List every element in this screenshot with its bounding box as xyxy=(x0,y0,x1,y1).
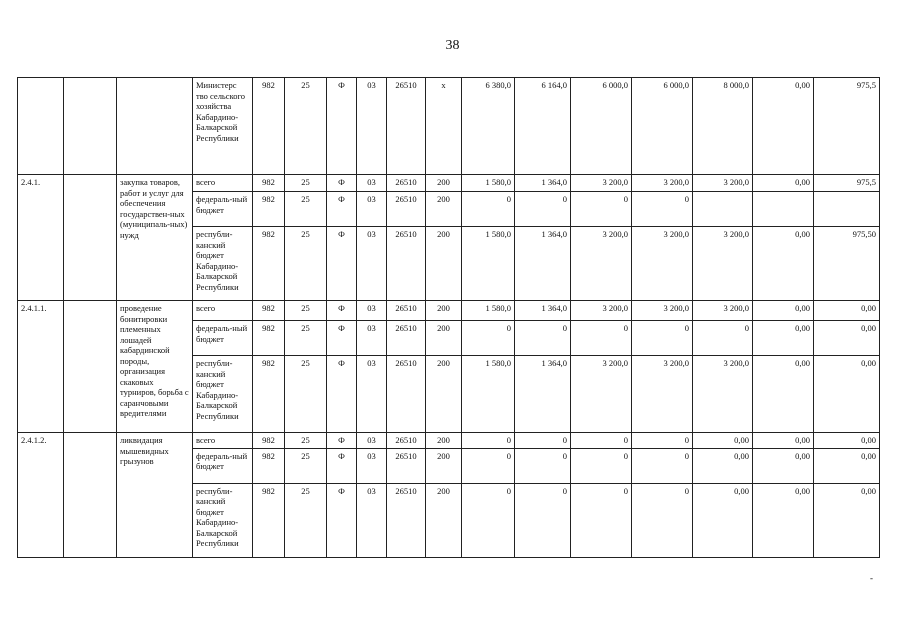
code-section: 25 xyxy=(285,483,327,557)
amount-7: 975,5 xyxy=(814,175,880,192)
funding-source: республи-канский бюджет Кабардино-Балкарской Республики xyxy=(193,483,253,557)
code-expense-type: 200 xyxy=(426,321,462,356)
code-expense-type: 200 xyxy=(426,227,462,301)
amount-1: 1 580,0 xyxy=(462,301,515,321)
amount-6: 0,00 xyxy=(753,356,814,433)
funding-source: республи-канский бюджет Кабардино-Балкарской Республики xyxy=(193,227,253,301)
amount-7: 0,00 xyxy=(814,433,880,449)
amount-1: 1 580,0 xyxy=(462,356,515,433)
code-section: 25 xyxy=(285,321,327,356)
table-row xyxy=(18,78,880,175)
amount-3: 0 xyxy=(571,192,632,227)
amount-7: 0,00 xyxy=(814,301,880,321)
amount-4: 3 200,0 xyxy=(632,301,693,321)
code-article: 26510 xyxy=(387,433,426,449)
row-code: 2.4.1.1. xyxy=(18,301,64,433)
code-section: 25 xyxy=(285,301,327,321)
activity-name: ликвидация мышевидных грызунов xyxy=(117,433,193,558)
code-article: 26510 xyxy=(387,356,426,433)
amount-2: 0 xyxy=(515,433,571,449)
code-program: Ф xyxy=(327,448,357,483)
budget-table xyxy=(17,77,880,558)
code-section: 25 xyxy=(285,356,327,433)
code-subprogram: 03 xyxy=(357,78,387,175)
empty-cell xyxy=(64,433,117,558)
amount-7: 975,50 xyxy=(814,227,880,301)
amount-5: 3 200,0 xyxy=(693,175,753,192)
code-expense-type: 200 xyxy=(426,448,462,483)
amount-3: 0 xyxy=(571,433,632,449)
code-grbs: 982 xyxy=(253,321,285,356)
code-grbs: 982 xyxy=(253,301,285,321)
empty-cell xyxy=(64,175,117,301)
amount-2: 1 364,0 xyxy=(515,356,571,433)
code-grbs: 982 xyxy=(253,192,285,227)
amount-6: 0,00 xyxy=(753,175,814,192)
page-mark: - xyxy=(870,573,873,583)
amount-1: 0 xyxy=(462,192,515,227)
amount-2: 0 xyxy=(515,448,571,483)
row-code: 2.4.1. xyxy=(18,175,64,301)
code-subprogram: 03 xyxy=(357,321,387,356)
table-row xyxy=(18,301,880,321)
amount-3: 3 200,0 xyxy=(571,175,632,192)
code-subprogram: 03 xyxy=(357,227,387,301)
table-row xyxy=(18,175,880,192)
amount-3: 0 xyxy=(571,483,632,557)
code-grbs: 982 xyxy=(253,78,285,175)
code-program: Ф xyxy=(327,78,357,175)
amount-5: 0 xyxy=(693,321,753,356)
amount-4: 0 xyxy=(632,483,693,557)
page-number: 38 xyxy=(445,38,460,53)
code-grbs: 982 xyxy=(253,227,285,301)
code-subprogram: 03 xyxy=(357,448,387,483)
code-grbs: 982 xyxy=(253,175,285,192)
activity-name: закупка товаров, работ и услуг для обеспечения государствен-ных (муниципаль-ных) нужд xyxy=(117,175,193,301)
amount-2: 1 364,0 xyxy=(515,227,571,301)
funding-source: федераль-ный бюджет xyxy=(193,448,253,483)
code-subprogram: 03 xyxy=(357,433,387,449)
amount-5: 0,00 xyxy=(693,433,753,449)
amount-6: 0,00 xyxy=(753,301,814,321)
code-section: 25 xyxy=(285,78,327,175)
amount-5 xyxy=(693,192,753,227)
amount-1: 0 xyxy=(462,483,515,557)
amount-1: 6 380,0 xyxy=(462,78,515,175)
code-article: 26510 xyxy=(387,448,426,483)
amount-5: 3 200,0 xyxy=(693,227,753,301)
code-grbs: 982 xyxy=(253,356,285,433)
code-section: 25 xyxy=(285,433,327,449)
amount-3: 3 200,0 xyxy=(571,356,632,433)
activity-name xyxy=(117,78,193,175)
code-section: 25 xyxy=(285,192,327,227)
amount-7 xyxy=(814,192,880,227)
amount-7: 0,00 xyxy=(814,321,880,356)
code-article: 26510 xyxy=(387,301,426,321)
code-grbs: 982 xyxy=(253,483,285,557)
amount-5: 3 200,0 xyxy=(693,301,753,321)
code-article: 26510 xyxy=(387,227,426,301)
amount-3: 0 xyxy=(571,321,632,356)
amount-6: 0,00 xyxy=(753,483,814,557)
amount-3: 0 xyxy=(571,448,632,483)
amount-5: 0,00 xyxy=(693,483,753,557)
code-expense-type: 200 xyxy=(426,356,462,433)
amount-7: 0,00 xyxy=(814,483,880,557)
code-program: Ф xyxy=(327,301,357,321)
amount-5: 0,00 xyxy=(693,448,753,483)
code-expense-type: 200 xyxy=(426,192,462,227)
funding-source: всего xyxy=(193,301,253,321)
amount-2: 0 xyxy=(515,321,571,356)
code-program: Ф xyxy=(327,321,357,356)
amount-7: 975,5 xyxy=(814,78,880,175)
amount-1: 1 580,0 xyxy=(462,175,515,192)
code-expense-type: 200 xyxy=(426,483,462,557)
code-article: 26510 xyxy=(387,321,426,356)
amount-4: 0 xyxy=(632,321,693,356)
amount-4: 6 000,0 xyxy=(632,78,693,175)
code-section: 25 xyxy=(285,175,327,192)
code-subprogram: 03 xyxy=(357,301,387,321)
code-program: Ф xyxy=(327,192,357,227)
empty-cell xyxy=(64,78,117,175)
amount-4: 0 xyxy=(632,448,693,483)
amount-3: 3 200,0 xyxy=(571,227,632,301)
amount-2: 0 xyxy=(515,192,571,227)
amount-6: 0,00 xyxy=(753,448,814,483)
code-program: Ф xyxy=(327,356,357,433)
amount-3: 3 200,0 xyxy=(571,301,632,321)
code-grbs: 982 xyxy=(253,433,285,449)
row-code: 2.4.1.2. xyxy=(18,433,64,558)
code-expense-type: 200 xyxy=(426,175,462,192)
amount-4: 0 xyxy=(632,433,693,449)
code-program: Ф xyxy=(327,227,357,301)
amount-4: 3 200,0 xyxy=(632,227,693,301)
funding-source: всего xyxy=(193,175,253,192)
funding-source: республи-канский бюджет Кабардино-Балкарской Республики xyxy=(193,356,253,433)
amount-1: 0 xyxy=(462,433,515,449)
funding-source: федераль-ный бюджет xyxy=(193,192,253,227)
amount-7: 0,00 xyxy=(814,448,880,483)
amount-6: 0,00 xyxy=(753,227,814,301)
code-subprogram: 03 xyxy=(357,175,387,192)
code-expense-type: 200 xyxy=(426,301,462,321)
code-program: Ф xyxy=(327,175,357,192)
code-subprogram: 03 xyxy=(357,483,387,557)
code-subprogram: 03 xyxy=(357,356,387,433)
amount-4: 0 xyxy=(632,192,693,227)
amount-5: 3 200,0 xyxy=(693,356,753,433)
amount-4: 3 200,0 xyxy=(632,356,693,433)
amount-2: 1 364,0 xyxy=(515,301,571,321)
funding-source: федераль-ный бюджет xyxy=(193,321,253,356)
activity-name: проведение бонитировки племенных лошадей кабардинской породы, организация скаковых турниров, борьба с саранчовыми вредителями xyxy=(117,301,193,433)
amount-2: 0 xyxy=(515,483,571,557)
amount-5: 8 000,0 xyxy=(693,78,753,175)
amount-1: 1 580,0 xyxy=(462,227,515,301)
code-article: 26510 xyxy=(387,175,426,192)
code-section: 25 xyxy=(285,448,327,483)
amount-3: 6 000,0 xyxy=(571,78,632,175)
empty-cell xyxy=(64,301,117,433)
code-article: 26510 xyxy=(387,78,426,175)
amount-7: 0,00 xyxy=(814,356,880,433)
code-program: Ф xyxy=(327,433,357,449)
code-expense-type: х xyxy=(426,78,462,175)
amount-1: 0 xyxy=(462,448,515,483)
code-section: 25 xyxy=(285,227,327,301)
table-row xyxy=(18,433,880,449)
amount-1: 0 xyxy=(462,321,515,356)
funding-source: всего xyxy=(193,433,253,449)
row-code xyxy=(18,78,64,175)
amount-2: 6 164,0 xyxy=(515,78,571,175)
code-program: Ф xyxy=(327,483,357,557)
code-expense-type: 200 xyxy=(426,433,462,449)
code-article: 26510 xyxy=(387,483,426,557)
amount-2: 1 364,0 xyxy=(515,175,571,192)
code-article: 26510 xyxy=(387,192,426,227)
amount-6 xyxy=(753,192,814,227)
funding-source: Министерс тво сельского хозяйства Кабардино-Балкарской Республики xyxy=(193,78,253,175)
code-grbs: 982 xyxy=(253,448,285,483)
amount-4: 3 200,0 xyxy=(632,175,693,192)
code-subprogram: 03 xyxy=(357,192,387,227)
amount-6: 0,00 xyxy=(753,433,814,449)
amount-6: 0,00 xyxy=(753,321,814,356)
amount-6: 0,00 xyxy=(753,78,814,175)
